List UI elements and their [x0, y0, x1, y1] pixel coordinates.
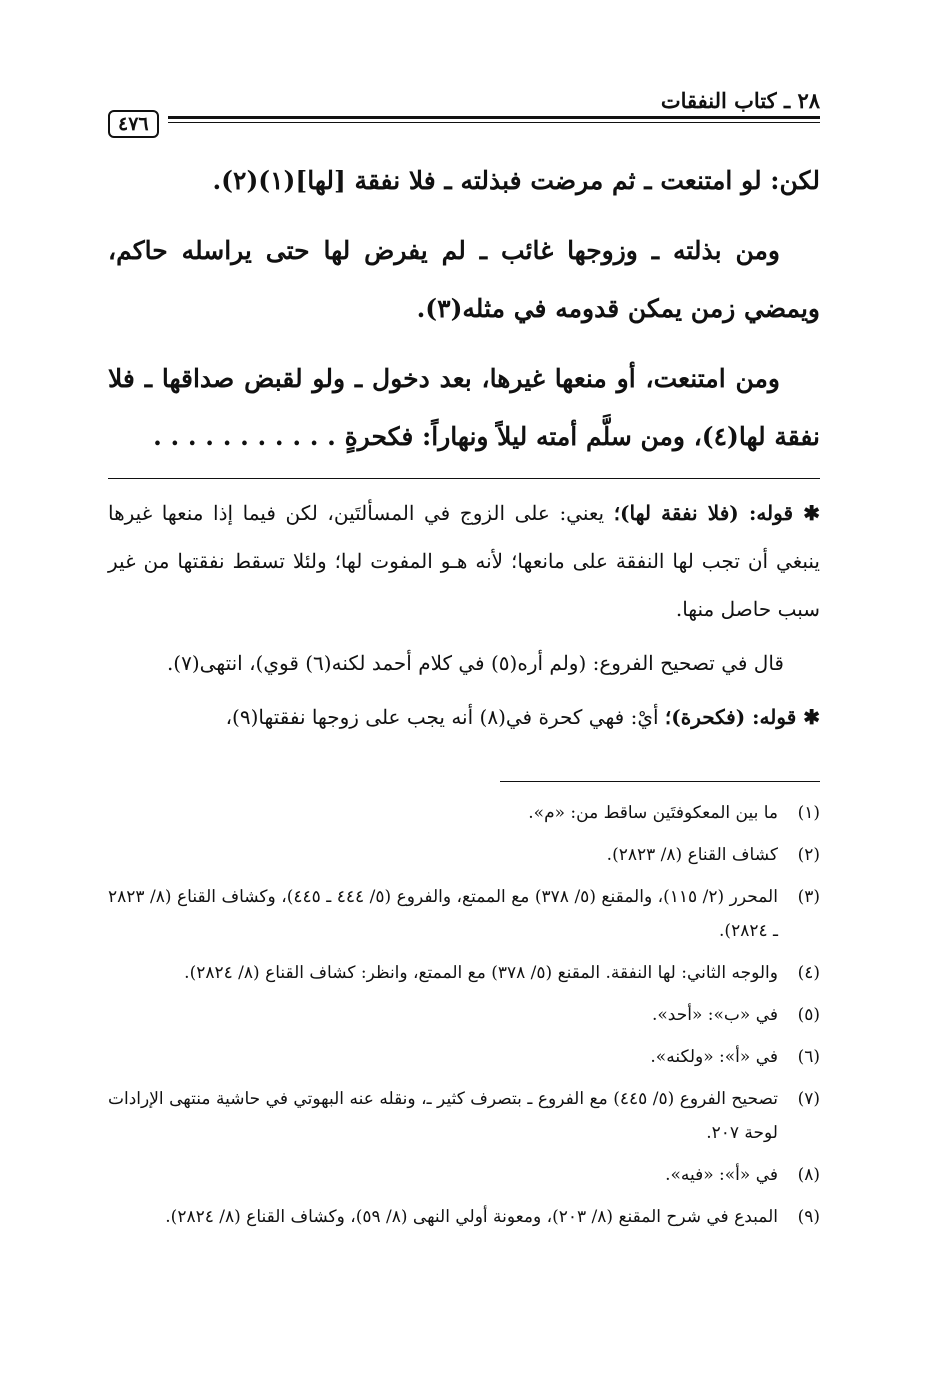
page-header: [108, 88, 820, 135]
footnote: [108, 956, 820, 990]
footnote: [108, 1040, 820, 1074]
main-paragraph-3-text: ومن امتنعت، أو منعها غيرها، بعد دخول ـ ولو لقبض صداقها ـ فلا نفقة لها(٤)، ومن سلَّم أمته ليلاً ونهاراً: فكحرةٍ: [108, 364, 820, 451]
footnote-text: المبدع في شرح المقنع (٨/ ٢٠٣)، ومعونة أولي النهى (٨/ ٥٩)، وكشاف القناع (٨/ ٢٨٢٤).: [165, 1207, 778, 1227]
commentary: [108, 489, 820, 741]
asterisk-icon: ✱: [796, 705, 820, 729]
main-paragraph-3: [108, 350, 820, 466]
footnote-text: ما بين المعكوفتَين ساقط من: «م».: [528, 803, 778, 823]
footnote: [108, 1158, 820, 1192]
main-paragraph-2: ومن بذلته ـ وزوجها غائب ـ لم يفرض لها حتى يراسله حاكم، ويمضي زمن يمكن قدومه في مثله(٣).: [108, 236, 820, 323]
commentary-1-lead: قوله: (فلا نفقة لها)؛: [613, 501, 794, 525]
footnote-text: تصحيح الفروع (٥/ ٤٤٥) مع الفروع ـ بتصرف كثير ـ، ونقله عنه البهوتي في حاشية منتهى الإرادات لوحة ٢٠٧.: [108, 1089, 778, 1143]
footnote: [108, 1200, 820, 1234]
main-paragraph-3-dots: . . . . . . . . . . .: [153, 422, 336, 451]
footnote-text: المحرر (٢/ ١١٥)، والمقنع (٥/ ٣٧٨) مع الممتع، والفروع (٥/ ٤٤٤ ـ ٤٤٥)، وكشاف القناع (٨/ ٢٨٢٣ ـ ٢٨٢٤).: [108, 887, 778, 941]
footnote-number: (٣): [797, 887, 820, 907]
footnote-text: والوجه الثاني: لها النفقة. المقنع (٥/ ٣٧٨) مع الممتع، وانظر: كشاف القناع (٨/ ٢٨٢٤).: [184, 963, 778, 983]
footnote-number: (٧): [797, 1089, 820, 1109]
commentary-paragraph-1: [108, 489, 820, 633]
footnotes: [108, 796, 820, 1234]
footnote-divider: [500, 781, 820, 782]
commentary-paragraph-3: [108, 693, 820, 741]
page-number: ٤٧٦: [108, 110, 159, 138]
footnote: [108, 880, 820, 948]
header-rule-thin: [168, 122, 820, 123]
footnote: [108, 796, 820, 830]
chapter-title: ٢٨ ـ كتاب النفقات: [660, 88, 820, 113]
footnote-number: (٨): [797, 1165, 820, 1185]
footnote: [108, 998, 820, 1032]
footnote-text: في «أ»: «فيه».: [665, 1165, 778, 1185]
header-rule: [168, 116, 820, 119]
footnote: [108, 1082, 820, 1150]
main-text: [108, 152, 820, 466]
footnote-text: كشاف القناع (٨/ ٢٨٢٣).: [606, 845, 778, 865]
footnote-text: في «ب»: «أحد».: [652, 1005, 778, 1025]
footnote: [108, 838, 820, 872]
commentary-3-lead: قوله: (فكحرة)؛: [664, 705, 797, 729]
book-page: [108, 88, 820, 1242]
footnote-number: (٦): [797, 1047, 820, 1067]
footnote-number: (٥): [797, 1005, 820, 1025]
commentary-1-body: يعني: على الزوج في المسألتَين، لكن فيما إذا منعها غيرها ينبغي أن تجب لها النفقة على مانعها؛ لأنه هـو المفوت لها؛ ولئلا تسقط نفقتها من غير سبب حاصل منها.: [108, 501, 820, 621]
footnote-number: (١): [797, 803, 820, 823]
asterisk-icon: ✱: [793, 501, 820, 525]
footnote-text: في «أ»: «ولكنه».: [650, 1047, 778, 1067]
commentary-3-body: أيْ: فهي كحرة في(٨) أنه يجب على زوجها نفقتها(٩)،: [225, 705, 665, 729]
main-paragraph-1: لكن: لو امتنعت ـ ثم مرضت فبذلته ـ فلا نفقة [لها](١)(٢).: [212, 166, 820, 195]
footnote-number: (٩): [797, 1207, 820, 1227]
commentary-paragraph-2: قال في تصحيح الفروع: (ولم أره(٥) في كلام أحمد لكنه(٦) قوي)، انتهى(٧).: [166, 651, 784, 675]
commentary-divider: [108, 478, 820, 479]
footnote-number: (٤): [797, 963, 820, 983]
footnote-number: (٢): [797, 845, 820, 865]
